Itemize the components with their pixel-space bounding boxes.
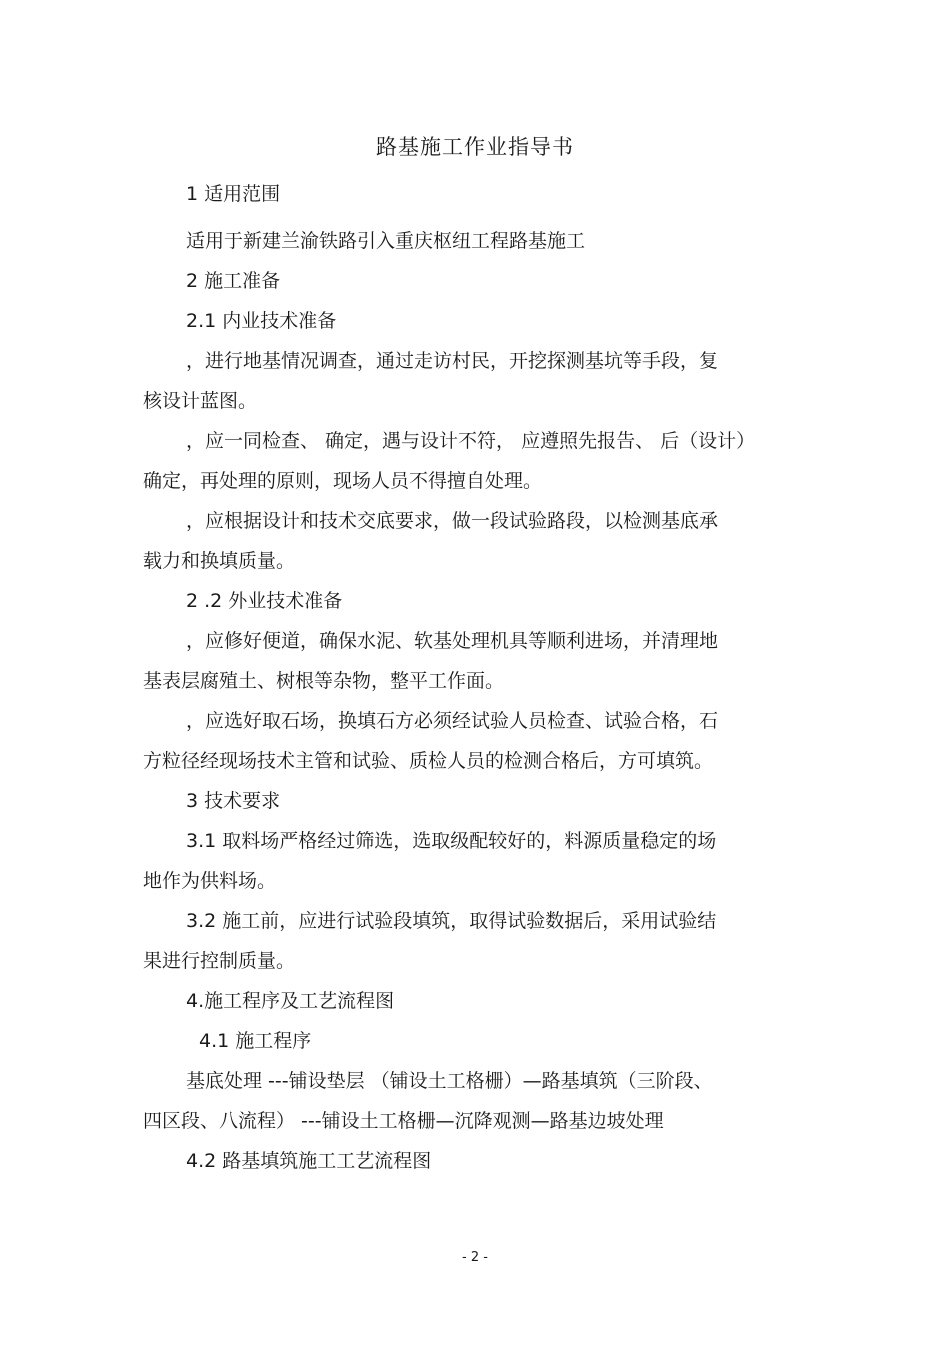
paragraph-line: ，应选好取石场，换填石方必须经试验人员检查、试验合格，石 (186, 710, 719, 732)
document-title: 路基施工作业指导书 (376, 135, 574, 159)
paragraph-line: ，应根据设计和技术交底要求，做一段试验路段，以检测基底承 (186, 510, 719, 532)
paragraph-line: ，应一同检查、 确定，遇与设计不符， 应遵照先报告、 后（设计） (186, 430, 756, 452)
paragraph-line: 核设计蓝图。 (143, 390, 258, 412)
paragraph-line: 基底处理 ---铺设垫层 （铺设土工格栅）—路基填筑（三阶段、 (186, 1070, 713, 1092)
paragraph-line: 四区段、八流程） ---铺设土工格栅—沉降观测—路基边坡处理 (143, 1110, 664, 1132)
paragraph-line: 3.1 取料场严格经过筛选，选取级配较好的，料源质量稳定的场 (186, 830, 717, 852)
section-heading-requirements: 3 技术要求 (186, 790, 281, 812)
section-heading-procedure: 4.施工程序及工艺流程图 (186, 990, 395, 1012)
paragraph-line: ，应修好便道，确保水泥、软基处理机具等顺利进场，并清理地 (186, 630, 719, 652)
section-heading-scope: 1 适用范围 (186, 183, 281, 205)
paragraph-line: 地作为供料场。 (143, 870, 277, 892)
paragraph-line: ，进行地基情况调查，通过走访村民，开挖探测基坑等手段，复 (186, 350, 719, 372)
page-number: - 2 - (462, 1250, 488, 1265)
paragraph-line: 适用于新建兰渝铁路引入重庆枢纽工程路基施工 (186, 230, 586, 252)
subsection-heading-program: 4.1 施工程序 (199, 1030, 312, 1052)
section-heading-preparation: 2 施工准备 (186, 270, 281, 292)
paragraph-line: 基表层腐殖土、树根等杂物，整平工作面。 (143, 670, 505, 692)
subsection-heading-external: 2 .2 外业技术准备 (186, 590, 343, 612)
paragraph-line: 载力和换填质量。 (143, 550, 296, 572)
paragraph-line: 果进行控制质量。 (143, 950, 296, 972)
subsection-heading-flowchart: 4.2 路基填筑施工工艺流程图 (186, 1150, 432, 1172)
paragraph-line: 3.2 施工前，应进行试验段填筑，取得试验数据后，采用试验结 (186, 910, 717, 932)
paragraph-line: 方粒径经现场技术主管和试验、质检人员的检测合格后，方可填筑。 (143, 750, 714, 772)
subsection-heading-internal: 2.1 内业技术准备 (186, 310, 337, 332)
paragraph-line: 确定，再处理的原则，现场人员不得擅自处理。 (143, 470, 543, 492)
